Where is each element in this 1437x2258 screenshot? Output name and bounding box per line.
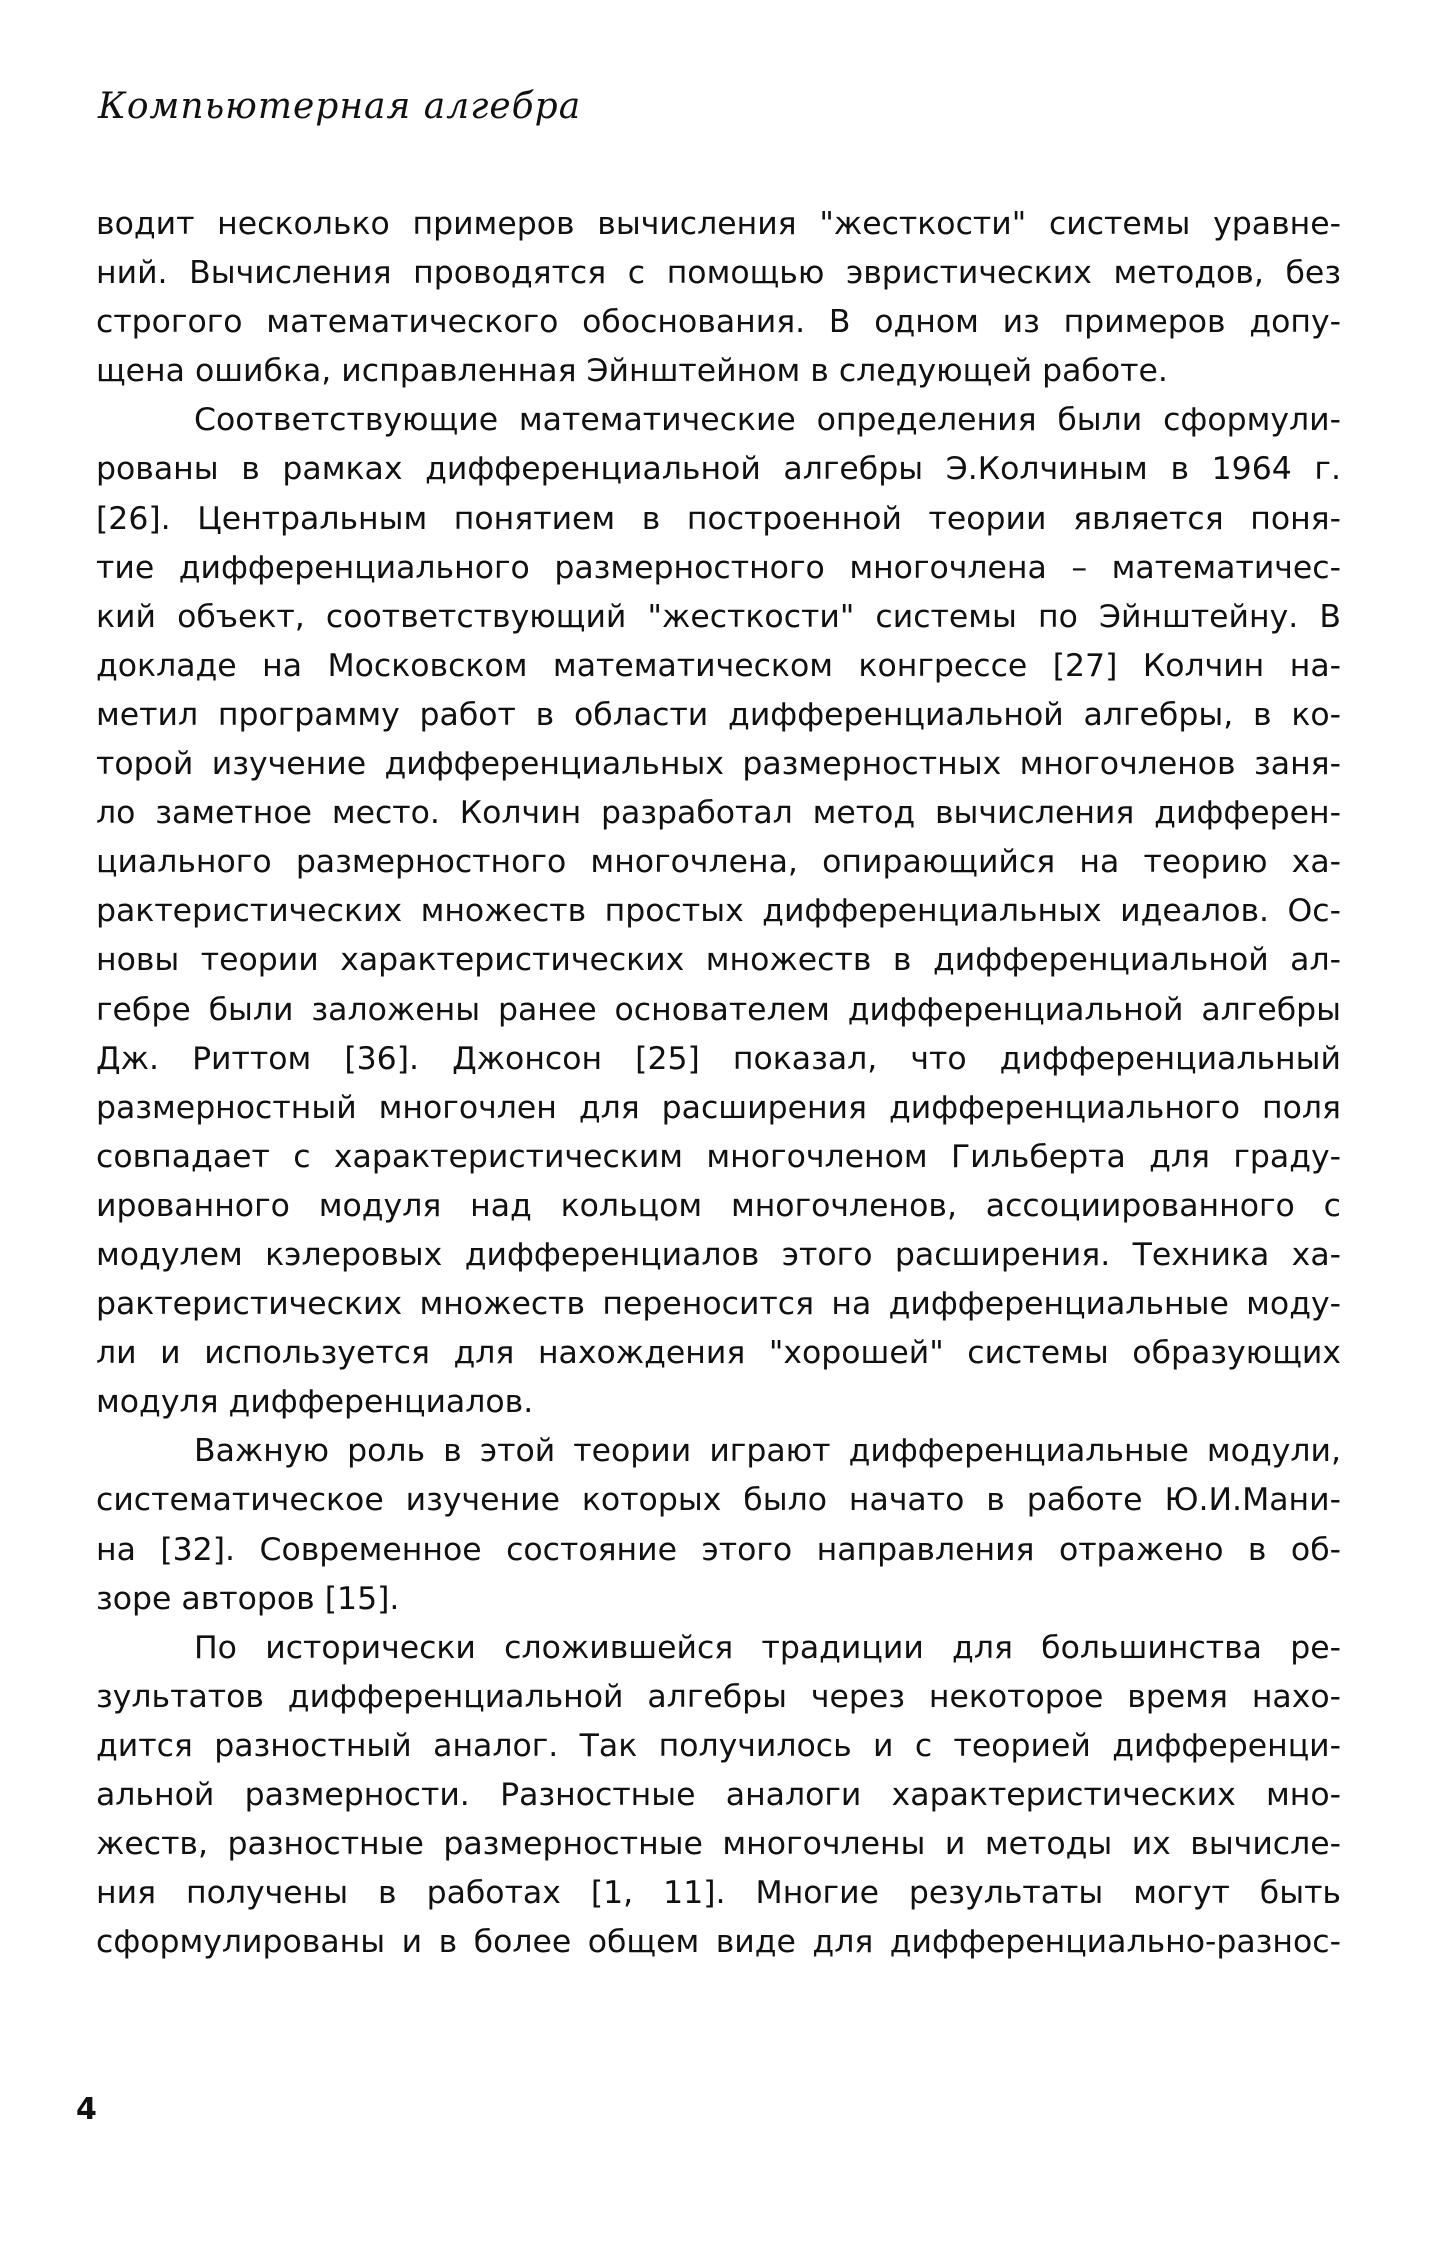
text-line: торой изучение дифференциальных размерностных многочленов заня- (96, 746, 1341, 783)
text-line: [26]. Центральным понятием в построенной теории является поня- (96, 500, 1341, 537)
running-title: Компьютерная алгебра (98, 86, 582, 127)
text-line: жеств, разностные размерностные многочлены и методы их вычисле- (96, 1826, 1341, 1863)
text-line: Соответствующие математические определения были сформули- (194, 402, 1341, 439)
text-line: зультатов дифференциальной алгебры через некоторое время нахо- (96, 1678, 1341, 1715)
text-line: альной размерности. Разностные аналоги характеристических мно- (96, 1777, 1341, 1813)
text-line: рактеристических множеств переносится на дифференциальные моду- (96, 1286, 1341, 1323)
text-line: ло заметное место. Колчин разработал метод вычисления дифферен- (96, 795, 1341, 832)
body-text (96, 200, 1341, 1967)
text-line: модулем кэлеровых дифференциалов этого расширения. Техника ха- (96, 1236, 1341, 1273)
text-line: метил программу работ в области дифференциальной алгебры, в ко- (96, 696, 1341, 733)
text-line: на [32]. Современное состояние этого направления отражено в об- (96, 1531, 1341, 1568)
text-line: модуля дифференциалов. (96, 1384, 534, 1421)
text-line: щена ошибка, исправленная Эйнштейном в следующей работе. (96, 353, 1168, 390)
text-line: строгого математического обоснования. В одном из примеров допу- (96, 304, 1341, 341)
text-line: сформулированы и в более общем виде для дифференциально-разнос- (96, 1924, 1341, 1961)
text-line: совпадает с характеристическим многочленом Гильберта для граду- (96, 1138, 1341, 1175)
text-line: рактеристических множеств простых дифференциальных идеалов. Ос- (96, 893, 1341, 930)
text-line: ния получены в работах [1, 11]. Многие результаты могут быть (96, 1875, 1341, 1912)
text-line: Важную роль в этой теории играют дифференциальные модули, (194, 1433, 1341, 1470)
text-line: размерностный многочлен для расширения дифференциального поля (96, 1089, 1341, 1126)
text-line: ний. Вычисления проводятся с помощью эвристических методов, без (96, 255, 1341, 292)
text-line: докладе на Московском математическом конгрессе [27] Колчин на- (96, 647, 1341, 684)
text-line: дится разностный аналог. Так получилось и с теорией дифференци- (96, 1727, 1341, 1764)
text-line: систематическое изучение которых было начато в работе Ю.И.Мани- (96, 1482, 1341, 1519)
text-line: рованы в рамках дифференциальной алгебры Э.Колчиным в 1964 г. (96, 451, 1341, 488)
text-line: По исторически сложившейся традиции для большинства ре- (194, 1629, 1341, 1666)
text-line: гебре были заложены ранее основателем дифференциальной алгебры (96, 991, 1341, 1028)
text-line: водит несколько примеров вычисления "жесткости" системы уравне- (96, 206, 1341, 242)
text-line: циального размерностного многочлена, опирающийся на теорию ха- (96, 844, 1341, 881)
text-line: кий объект, соответствующий "жесткости" системы по Эйнштейну. В (96, 598, 1341, 635)
text-line: зоре авторов [15]. (96, 1580, 400, 1617)
text-line: Дж. Риттом [36]. Джонсон [25] показал, что дифференциальный (96, 1040, 1341, 1077)
text-line: ли и используется для нахождения "хорошей" системы образующих (96, 1335, 1341, 1372)
text-line: тие дифференциального размерностного многочлена – математичес- (96, 549, 1341, 586)
text-line: ированного модуля над кольцом многочленов, ассоциированного с (96, 1187, 1341, 1224)
text-line: новы теории характеристических множеств в дифференциальной ал- (96, 942, 1341, 979)
page-number: 4 (76, 2092, 97, 2127)
